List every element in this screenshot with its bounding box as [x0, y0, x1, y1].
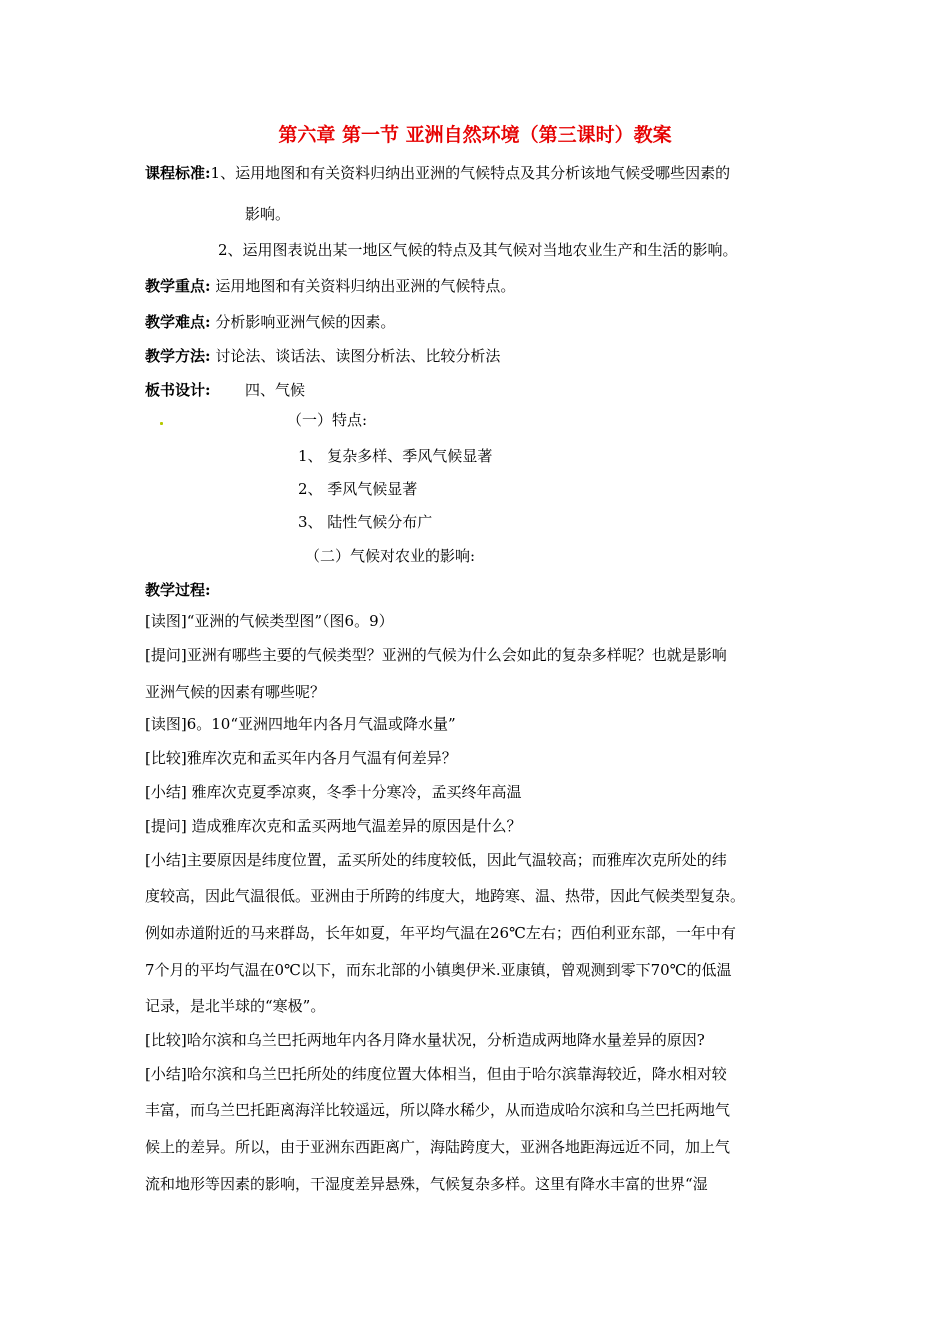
method-text: 讨论法、谈话法、读图分析法、比较分析法 — [215, 347, 501, 365]
method-label: 教学方法: — [145, 347, 211, 365]
key-point-label: 教学重点: — [145, 277, 211, 295]
board-item-2: 2、 季风气候显著 — [298, 480, 418, 498]
process-line: 例如赤道附近的马来群岛，长年如夏，年平均气温在26℃左右；西伯利亚东部，一年中有 — [145, 924, 736, 942]
standard-line-1 — [145, 163, 730, 183]
process-line: [小结]哈尔滨和乌兰巴托所处的纬度位置大体相当，但由于哈尔滨靠海较近，降水相对较 — [145, 1065, 727, 1083]
process-line: [提问] 造成雅库次克和孟买两地气温差异的原因是什么？ — [145, 817, 522, 835]
standard-item-1: 1、运用地图和有关资料归纳出亚洲的气候特点及其分析该地气候受哪些因素的 — [210, 164, 731, 182]
process-line: 7个月的平均气温在0℃以下，而东北部的小镇奥伊米.亚康镇，曾观测到零下70℃的低温 — [145, 961, 732, 979]
process-line: 记录，是北半球的“寒极”。 — [145, 997, 326, 1015]
key-point-line — [145, 276, 515, 296]
standard-item-1-cont: 影响。 — [245, 205, 291, 223]
process-line: 亚洲气候的因素有哪些呢？ — [145, 683, 326, 701]
standard-label: 课程标准: — [145, 164, 211, 182]
process-line: 丰富，而乌兰巴托距离海洋比较遥远，所以降水稀少，从而造成哈尔滨和乌兰巴托两地气 — [145, 1101, 731, 1119]
process-line: [提问]亚洲有哪些主要的气候类型？亚洲的气候为什么会如此的复杂多样呢？也就是影响 — [145, 646, 727, 664]
difficulty-text: 分析影响亚洲气候的因素。 — [215, 313, 396, 331]
board-sub-2: （二）气候对农业的影响: — [305, 547, 476, 565]
process-line: [比较]雅库次克和孟买年内各月气温有何差异？ — [145, 749, 457, 767]
speck-mark — [160, 422, 163, 425]
method-line — [145, 346, 500, 366]
standard-item-2: 2、运用图表说出某一地区气候的特点及其气候对当地农业生产和生活的影响。 — [218, 241, 738, 259]
key-point-text: 运用地图和有关资料归纳出亚洲的气候特点。 — [215, 277, 516, 295]
process-line: 流和地形等因素的影响，干湿度差异悬殊，气候复杂多样。这里有降水丰富的世界“湿 — [145, 1175, 708, 1193]
board-item-3: 3、 陆性气候分布广 — [298, 513, 433, 531]
board-item-1: 1、 复杂多样、季风气候显著 — [298, 447, 493, 465]
difficulty-line — [145, 312, 395, 332]
process-label: 教学过程: — [145, 581, 211, 599]
board-label: 板书设计: — [145, 381, 211, 399]
process-line: [比较]哈尔滨和乌兰巴托两地年内各月降水量状况，分析造成两地降水量差异的原因? — [145, 1031, 705, 1049]
process-line: 候上的差异。所以，由于亚洲东西距离广，海陆跨度大，亚洲各地距海远近不同，加上气 — [145, 1138, 731, 1156]
process-line: [读图]6。10“亚洲四地年内各月气温或降水量” — [145, 715, 456, 733]
process-line: 度较高，因此气温很低。亚洲由于所跨的纬度大，地跨寒、温、热带，因此气候类型复杂。 — [145, 887, 746, 905]
page-title: 第六章 第一节 亚洲自然环境（第三课时）教案 — [278, 124, 672, 146]
process-line: [小结]主要原因是纬度位置，孟买所处的纬度较低，因此气温较高；而雅库次克所处的纬 — [145, 851, 727, 869]
difficulty-label: 教学难点: — [145, 313, 211, 331]
board-sub-1: （一）特点: — [287, 411, 368, 429]
process-line: [小结] 雅库次克夏季凉爽，冬季十分寒冷，孟买终年高温 — [145, 783, 522, 801]
board-heading: 四、气候 — [245, 381, 306, 399]
process-line: [读图]“亚洲的气候类型图”（图6。9） — [145, 612, 394, 630]
